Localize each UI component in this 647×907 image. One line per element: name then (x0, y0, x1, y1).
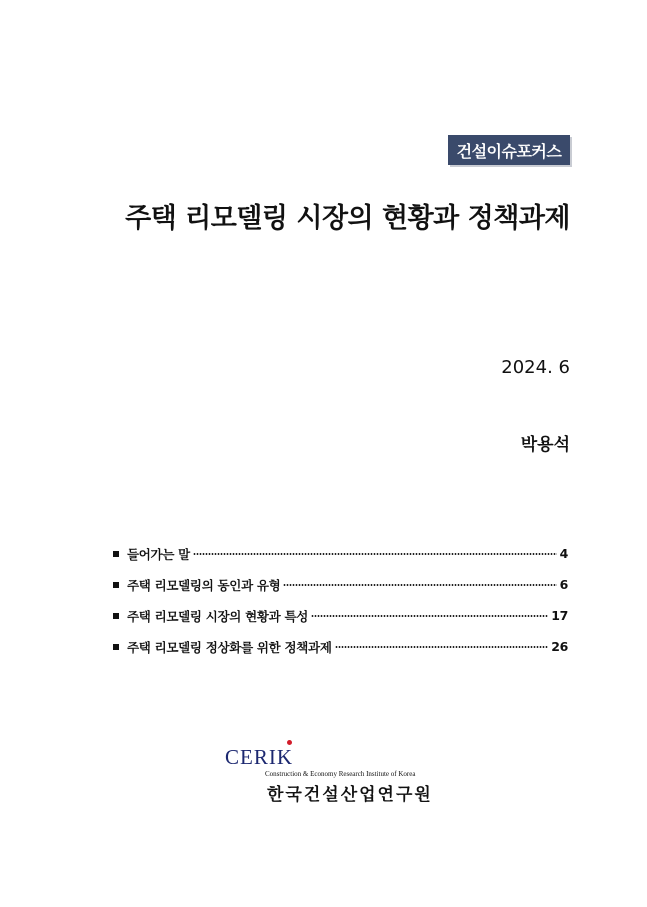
toc-item[interactable] (113, 538, 568, 569)
institute-logo (225, 740, 455, 810)
toc-item-page: 26 (551, 639, 568, 654)
page-title: 주택 리모델링 시장의 현황과 정책과제 (125, 203, 570, 234)
dot-leader (193, 553, 557, 555)
logo-korean-name: 한국건설산업연구원 (267, 785, 433, 805)
dot-leader (335, 646, 549, 648)
square-bullet-icon (113, 551, 119, 557)
toc-item-page: 6 (559, 577, 568, 592)
square-bullet-icon (113, 613, 119, 619)
table-of-contents (113, 538, 568, 662)
dot-leader (283, 584, 556, 586)
publication-date: 2024. 6 (501, 357, 570, 378)
square-bullet-icon (113, 644, 119, 650)
toc-item-label: 주택 리모델링의 동인과 유형 (127, 577, 281, 593)
toc-item-label: 주택 리모델링 시장의 현황과 특성 (127, 608, 309, 624)
toc-item[interactable] (113, 631, 568, 662)
author-name: 박용석 (520, 435, 570, 455)
series-badge: 건설이슈포커스 (448, 135, 570, 165)
logo-english-name: Construction & Economy Research Institute of Korea (265, 770, 416, 778)
toc-item-page: 17 (551, 608, 568, 623)
toc-item-label: 들어가는 말 (127, 546, 190, 562)
logo-abbreviation: CERIK (225, 745, 293, 769)
square-bullet-icon (113, 582, 119, 588)
toc-item[interactable] (113, 569, 568, 600)
dot-leader (311, 615, 548, 617)
toc-item-label: 주택 리모델링 정상화를 위한 정책과제 (127, 639, 332, 655)
toc-item[interactable] (113, 600, 568, 631)
toc-item-page: 4 (559, 546, 568, 561)
